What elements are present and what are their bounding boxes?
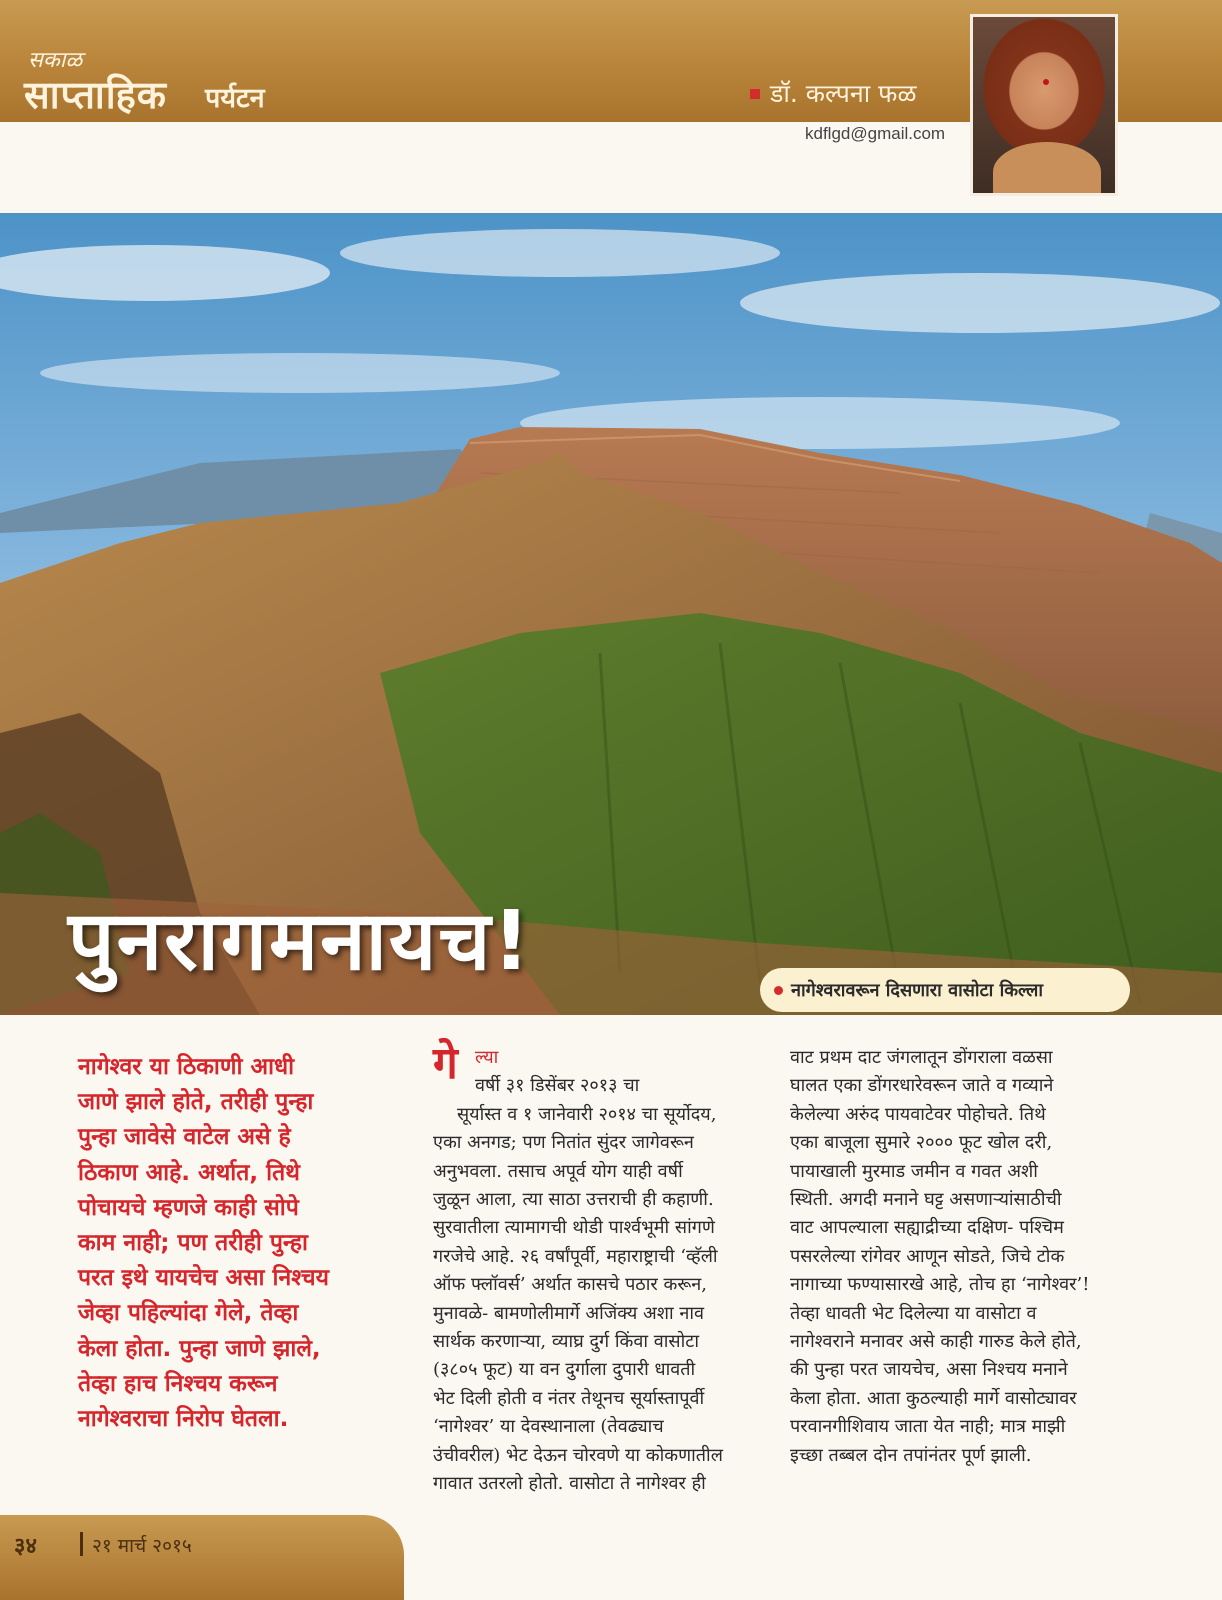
body-line: सुरवातीला त्यामागची थोडी पार्श्वभूमी सांगणे: [433, 1217, 715, 1239]
body-line: गरजेचे आहे. २६ वर्षांपूर्वी, महाराष्ट्राची ‘व्हॅली: [433, 1245, 718, 1267]
section-label: पर्यटन: [205, 83, 265, 114]
body-line: गावात उतरलो होतो. वासोटा ते नागेश्वर ही: [433, 1473, 706, 1495]
body-line: जुळून आला, त्या साठा उत्तराची ही कहाणी.: [433, 1189, 714, 1211]
body-line: केला होता. आता कुठल्याही मार्गे वासोट्यावर: [790, 1387, 1077, 1409]
issue-date: २१ मार्च २०१५: [92, 1535, 192, 1557]
body-line: एका बाजूला सुमारे २००० फूट खोल दरी,: [790, 1132, 1053, 1154]
author-photo-detail: [1043, 79, 1049, 85]
photo-caption-text: नागेश्वरावरून दिसणारा वासोटा किल्ला: [791, 980, 1044, 1001]
article-column-2: [790, 1044, 1130, 1470]
pull-quote-line: जाणे झाले होते, तरीही पुन्हा: [78, 1089, 314, 1116]
pull-quote-line: पुन्हा जावेसे वाटेल असे हे: [78, 1124, 291, 1151]
body-line: स्थिती. अगदी मनाने घट्ट असणाऱ्यांसाठीची: [790, 1189, 1062, 1211]
masthead-title: साप्ताहिक: [24, 73, 167, 117]
page-number: ३४: [14, 1534, 37, 1559]
article-column-1: [433, 1044, 773, 1499]
pull-quote-line: ठिकाण आहे. अर्थात, तिथे: [78, 1159, 300, 1186]
body-line-text: वर्षी ३१ डिसेंबर २०१३ चा: [475, 1075, 640, 1097]
body-line: इच्छा तब्बल दोन तपांनंतर पूर्ण झाली.: [790, 1444, 1032, 1466]
body-line: अनुभवला. तसाच अपूर्व योग याही वर्षी: [433, 1160, 683, 1182]
bullet-icon: [774, 986, 783, 995]
body-line: की पुन्हा परत जायचेच, असा निश्चय मनाने: [790, 1359, 1068, 1381]
pull-quote-line: काम नाही; पण तरीही पुन्हा: [78, 1230, 308, 1257]
pull-quote-line: नागेश्वर या ठिकाणी आधी: [78, 1054, 295, 1080]
body-line: पायाखाली मुरमाड जमीन व गवत अशी: [790, 1160, 1038, 1182]
article-title: पुनरागमनायच!: [68, 894, 532, 989]
body-line: ऑफ फ्लॉवर्स’ अर्थात कासचे पठार करून,: [433, 1274, 708, 1296]
body-line: केलेल्या अरुंद पायवाटेवर पोहोचते. तिथे: [790, 1103, 1046, 1125]
pull-quote-line: नागेश्वराचा निरोप घेतला.: [78, 1406, 289, 1433]
body-line: वाट प्रथम दाट जंगलातून डोंगराला वळसा: [790, 1047, 1053, 1068]
body-line: तेव्हा धावती भेट दिलेल्या या वासोटा व: [790, 1302, 1037, 1324]
body-line: सार्थक करणाऱ्या, व्याघ्र दुर्ग किंवा वासोटा: [433, 1331, 699, 1353]
body-line: नागाच्या फण्यासारखे आहे, तोच हा ‘नागेश्वर’!: [790, 1274, 1090, 1296]
pull-quote: [78, 1050, 398, 1437]
author-photo-body: [993, 142, 1101, 196]
body-line: परवानगीशिवाय जाता येत नाही; मात्र माझी: [790, 1416, 1066, 1438]
body-line: (३८०५ फूट) या वन दुर्गाला दुपारी धावती: [433, 1359, 696, 1381]
body-line: उंचीवरील) भेट देऊन चोरवणे या कोकणातील: [433, 1444, 723, 1466]
photo-caption: [760, 968, 1130, 1012]
body-line: सूर्यास्त व १ जानेवारी २०१४ चा सूर्योदय,: [457, 1103, 717, 1125]
author-name: डॉ. कल्पना फळ: [770, 79, 917, 108]
body-line: [433, 1044, 773, 1101]
masthead-small: सकाळ: [28, 48, 83, 73]
body-line: मुनावळे- बामणोलीमार्गे अजिंक्य अशा नाव: [433, 1302, 705, 1324]
footer-band: [0, 1515, 404, 1600]
author-photo: [970, 14, 1118, 196]
body-line: नागेश्वराने मनावर असे काही गारुड केले होते,: [790, 1331, 1082, 1353]
body-line: एका अनगड; पण नितांत सुंदर जागेवरून: [433, 1132, 694, 1154]
body-line-highlight: ल्या: [475, 1047, 499, 1068]
author-email: kdflgd@gmail.com: [805, 124, 946, 143]
footer-divider: [80, 1532, 83, 1556]
body-line: भेट दिली होती व नंतर तेथूनच सूर्यास्तापूर्वी: [433, 1387, 705, 1409]
body-line: ‘नागेश्वर’ या देवस्थानाला (तेवढ्याच: [433, 1416, 664, 1438]
body-line: वाट आपल्याला सह्याद्रीच्या दक्षिण- पश्चिम: [790, 1217, 1064, 1239]
bullet-icon: [750, 89, 760, 99]
pull-quote-line: केला होता. पुन्हा जाणे झाले,: [78, 1335, 321, 1362]
pull-quote-line: तेव्हा हाच निश्चय करून: [78, 1370, 278, 1397]
pull-quote-line: जेव्हा पहिल्यांदा गेले, तेव्हा: [78, 1300, 299, 1327]
body-line: पसरलेल्या रांगेवर आणून सोडते, जिचे टोक: [790, 1245, 1065, 1267]
body-line: घालत एका डोंगरधारेवरून जाते व गव्याने: [790, 1075, 1054, 1097]
dropcap: गे: [433, 1038, 458, 1089]
pull-quote-line: पोचायचे म्हणजे काही सोपे: [78, 1194, 299, 1221]
pull-quote-line: परत इथे यायचेच असा निश्चय: [78, 1265, 329, 1292]
